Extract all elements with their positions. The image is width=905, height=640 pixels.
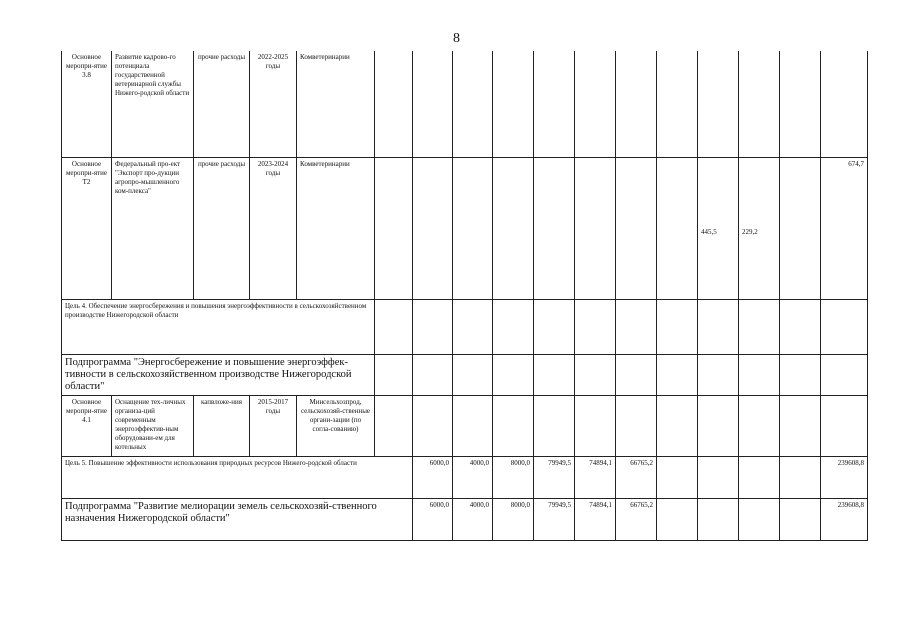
page-number: 8 [453,31,460,46]
value-cell: 74894,1 [575,498,616,540]
total-cell: 239608,8 [821,498,868,540]
row-executor: Минсельхозпрод, сельскохозяй-ственные органи-зации (по согла-сованию) [297,395,375,456]
row-expense: капвложе-ния [194,395,250,456]
row-expense: прочие расходы [194,51,250,157]
total-cell: 239608,8 [821,456,868,498]
value-cell: 445,5 [698,157,739,299]
value-cell: 8000,0 [493,456,534,498]
row-name: Развитие кадрово-го потенциала государственной ветеринарной службы Нижего-родской области [112,51,194,157]
subprogram-5-text: Подпрограмма "Развитие мелиорации земель сельскохозяй-ственного назначения Нижегородской области" [62,498,413,540]
value-cell: 229,2 [739,157,780,299]
goal-5-text: Цель 5. Повышение эффективности использования природных ресурсов Нижего-родской области [62,456,413,498]
row-years: 2022-2025 годы [250,51,297,157]
table-row [62,354,868,395]
row-label: Основное меропри-ятие 3.8 [62,51,112,157]
subprogram-4-text: Подпрограмма "Энергосбережение и повышение энергоэффек-тивности в сельскохозяйственном производстве Нижегородской области" [62,354,375,395]
table-row [62,299,868,354]
table-row [62,456,868,498]
row-label: Основное меропри-ятие 4.1 [62,395,112,456]
program-table [61,51,868,541]
row-years: 2023-2024 годы [250,157,297,299]
table-row [62,498,868,540]
value-cell: 79949,5 [534,456,575,498]
row-name: Федеральный про-ект "Экспорт про-дукции агропро-мышленного ком-плекса" [112,157,194,299]
goal-4-text: Цель 4. Обеспечение энергосбережения и повышения энергоэффективности в сельскохозяйственном производстве Нижегородской области [62,299,375,354]
value-cell: 4000,0 [453,456,493,498]
value-cell: 6000,0 [413,456,453,498]
value-cell: 79949,5 [534,498,575,540]
value-cell: 8000,0 [493,498,534,540]
row-executor: Комветеринарии [297,51,375,157]
value-cell: 4000,0 [453,498,493,540]
row-name: Оснащение тех-личных организа-ций современным энергоэффектив-ным оборудовани-ем для котельных [112,395,194,456]
total-cell: 674,7 [821,157,868,299]
row-executor: Комветеринарии [297,157,375,299]
row-years: 2015-2017 годы [250,395,297,456]
value-cell: 66765,2 [616,456,657,498]
table-row [62,395,868,456]
row-label: Основное меропри-ятие Т2 [62,157,112,299]
value-cell: 6000,0 [413,498,453,540]
value-cell: 74894,1 [575,456,616,498]
table-row [62,51,868,157]
table-row [62,157,868,299]
value-cell: 66765,2 [616,498,657,540]
row-expense: прочие расходы [194,157,250,299]
